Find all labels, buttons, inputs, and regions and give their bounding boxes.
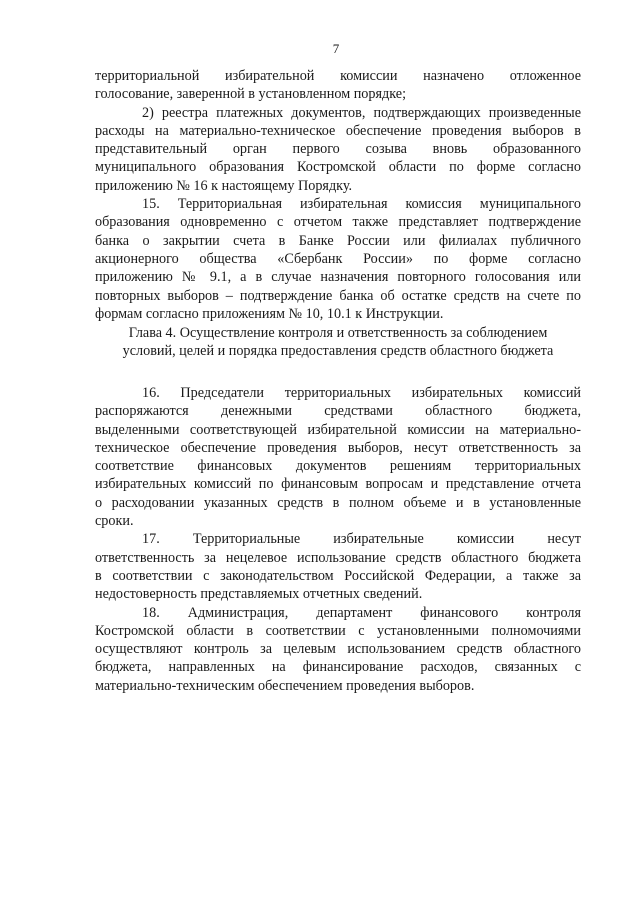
text-line: представительный орган первого созыва вновь образованного <box>95 141 581 158</box>
text-line: муниципального образования Костромской области по форме согласно <box>95 159 581 176</box>
text-line: Костромской области в соответствии с установленными полномочиями <box>95 622 581 639</box>
text-line: бюджета, направленных на финансирование расходов, связанных с <box>95 659 581 676</box>
text-line: повторных выборов – подтверждение банка об остатке средств на счете по <box>95 287 581 304</box>
heading-line: Глава 4. Осуществление контроля и ответственность за соблюдением <box>128 325 548 341</box>
text-line: 18. Администрация, департамент финансового контроля <box>142 604 581 621</box>
page-number: 7 <box>332 41 340 56</box>
text-line: недостоверность представляемых отчетных сведений. <box>95 586 423 603</box>
text-line: о расходовании указанных средств в полном объеме и в установленные <box>95 494 581 511</box>
text-block-2 <box>95 384 581 695</box>
text-line: образования одновременно с отчетом также представляет подтверждение <box>95 214 581 231</box>
text-line: осуществляют контроль за целевым использованием средств областного <box>95 641 581 658</box>
text-line: соответствие финансовых документов решениям территориальных <box>95 458 581 475</box>
text-line: материально-техническим обеспечением проведения выборов. <box>95 677 475 694</box>
text-line: сроки. <box>95 513 134 530</box>
text-line: 17. Территориальные избирательные комиссии несут <box>142 531 581 548</box>
text-line: акционерного общества «Сбербанк России» по форме согласно <box>95 250 581 267</box>
heading-line: условий, целей и порядка предоставления средств областного бюджета <box>122 343 554 360</box>
text-line: в соответствии с законодательством Российской Федерации, а также за <box>95 567 581 584</box>
text-line: распоряжаются денежными средствами областного бюджета, <box>95 403 581 420</box>
text-line: 15. Территориальная избирательная комиссия муниципального <box>142 196 581 213</box>
text-line: формам согласно приложениям № 10, 10.1 к Инструкции. <box>95 305 444 322</box>
chapter-heading <box>95 324 581 361</box>
text-line: выделенными соответствующей избирательной комиссии на материально- <box>95 421 581 438</box>
text-line: территориальной избирательной комиссии назначено отложенное <box>95 68 581 84</box>
text-line: 2) реестра платежных документов, подтверждающих произведенные <box>142 104 581 121</box>
text-line: приложению № 9.1, а в случае назначения повторного голосования или <box>95 269 581 286</box>
text-line: ответственность за нецелевое использование средств областного бюджета <box>95 549 581 566</box>
text-line: расходы на материально-техническое обеспечение проведения выборов в <box>95 122 581 139</box>
text-block-1 <box>95 67 581 323</box>
text-line: 16. Председатели территориальных избирательных комиссий <box>142 385 581 401</box>
text-line: приложению № 16 к настоящему Порядку. <box>95 177 353 194</box>
text-line: банка о закрытии счета в Банке России или филиалах публичного <box>95 232 581 249</box>
text-line: техническое обеспечение проведения выборов, несут ответственность за <box>95 439 581 456</box>
text-line: голосование, заверенной в установленном порядке; <box>95 86 407 103</box>
text-line: избирательных комиссий по финансовым вопросам и представление отчета <box>95 476 581 493</box>
